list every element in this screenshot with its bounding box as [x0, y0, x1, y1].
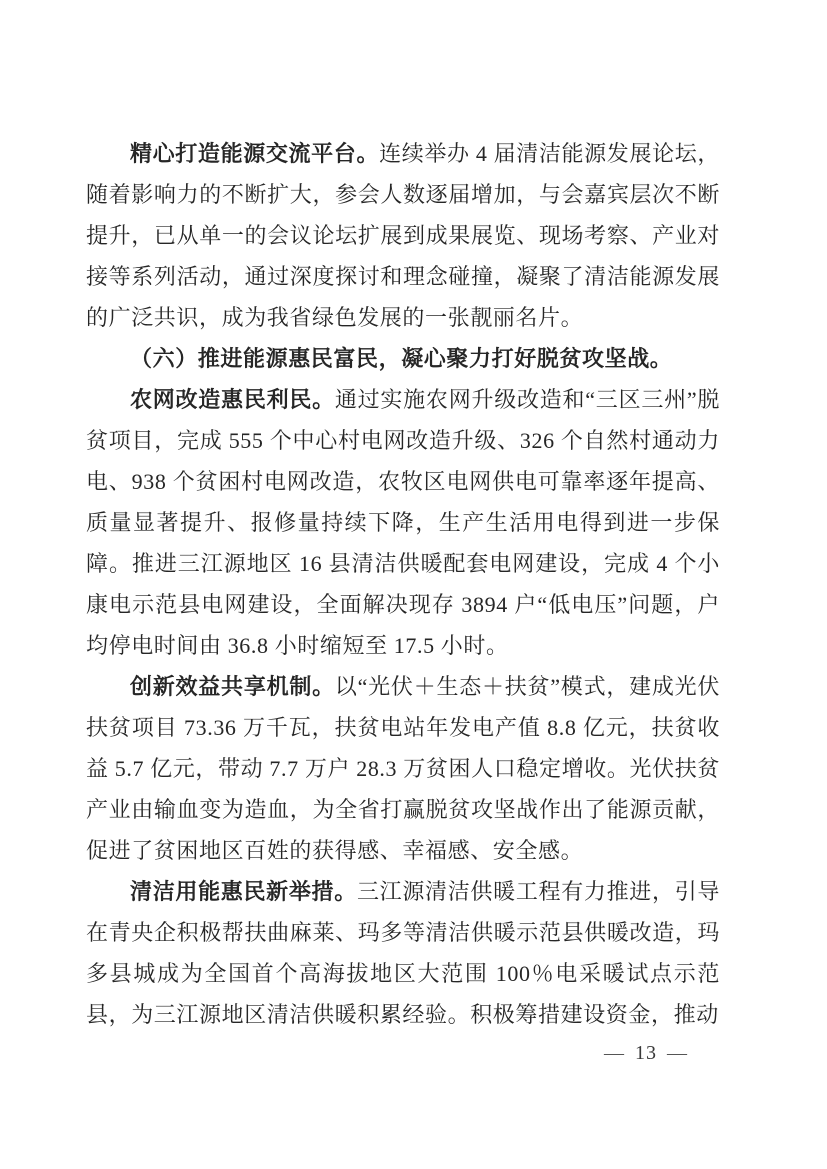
paragraph-lead-bold: 精心打造能源交流平台。 — [130, 141, 380, 166]
page-number: 13 — [635, 1042, 657, 1064]
footer-dash-left: — — [604, 1042, 625, 1064]
paragraph-energy-exchange-platform — [86, 133, 720, 338]
paragraph-body-text: 以“光伏＋生态＋扶贫”模式，建成光伏扶贫项目 73.36 万千瓦，扶贫电站年发电产值 8.8 亿元，扶贫收益 5.7 亿元，带动 7.7 万户 28.3 万贫困人口稳定增收。光伏扶贫产业由输血变为造血，为全省打赢脱贫攻坚战作出了能源贡献，促进了贫困地区百姓的获得感、幸福感、安全感。 — [86, 674, 720, 863]
paragraph-body-text: 通过实施农网升级改造和“三区三州”脱贫项目，完成 555 个中心村电网改造升级、326 个自然村通动力电、938 个贫困村电网改造，农牧区电网供电可靠率逐年提高、质量显著提升、报修量持续下降，生产生活用电得到进一步保障。推进三江源地区 16 县清洁供暖配套电网建设，完成 4 个小康电示范县电网建设，全面解决现存 3894 户“低电压”问题，户均停电时间由 36.8 小时缩短至 17.5 小时。 — [86, 387, 720, 658]
paragraph-lead-bold: 农网改造惠民利民。 — [130, 387, 335, 412]
paragraph-benefit-sharing-mechanism — [86, 666, 720, 871]
text-block — [86, 133, 720, 1035]
paragraph-lead-bold: 创新效益共享机制。 — [130, 674, 335, 699]
paragraph-clean-energy-measures — [86, 871, 720, 1035]
footer-dash-right: — — [667, 1042, 688, 1064]
section-heading-six: （六）推进能源惠民富民，凝心聚力打好脱贫攻坚战。 — [130, 346, 673, 371]
paragraph-rural-grid-upgrade — [86, 379, 720, 666]
page-footer — [594, 1042, 698, 1065]
paragraph-lead-bold: 清洁用能惠民新举措。 — [130, 879, 357, 904]
paragraph-body-text: 三江源清洁供暖工程有力推进，引导在青央企积极帮扶曲麻莱、玛多等清洁供暖示范县供暖改造，玛多县城成为全国首个高海拔地区大范围 100％电采暖试点示范县，为三江源地区清洁供暖积累经验。积极筹措建设资金，推动 — [86, 879, 720, 1027]
paragraph-body-text: 连续举办 4 届清洁能源发展论坛，随着影响力的不断扩大，参会人数逐届增加，与会嘉宾层次不断提升，已从单一的会议论坛扩展到成果展览、现场考察、产业对接等系列活动，通过深度探讨和理念碰撞，凝聚了清洁能源发展的广泛共识，成为我省绿色发展的一张靓丽名片。 — [86, 141, 720, 330]
